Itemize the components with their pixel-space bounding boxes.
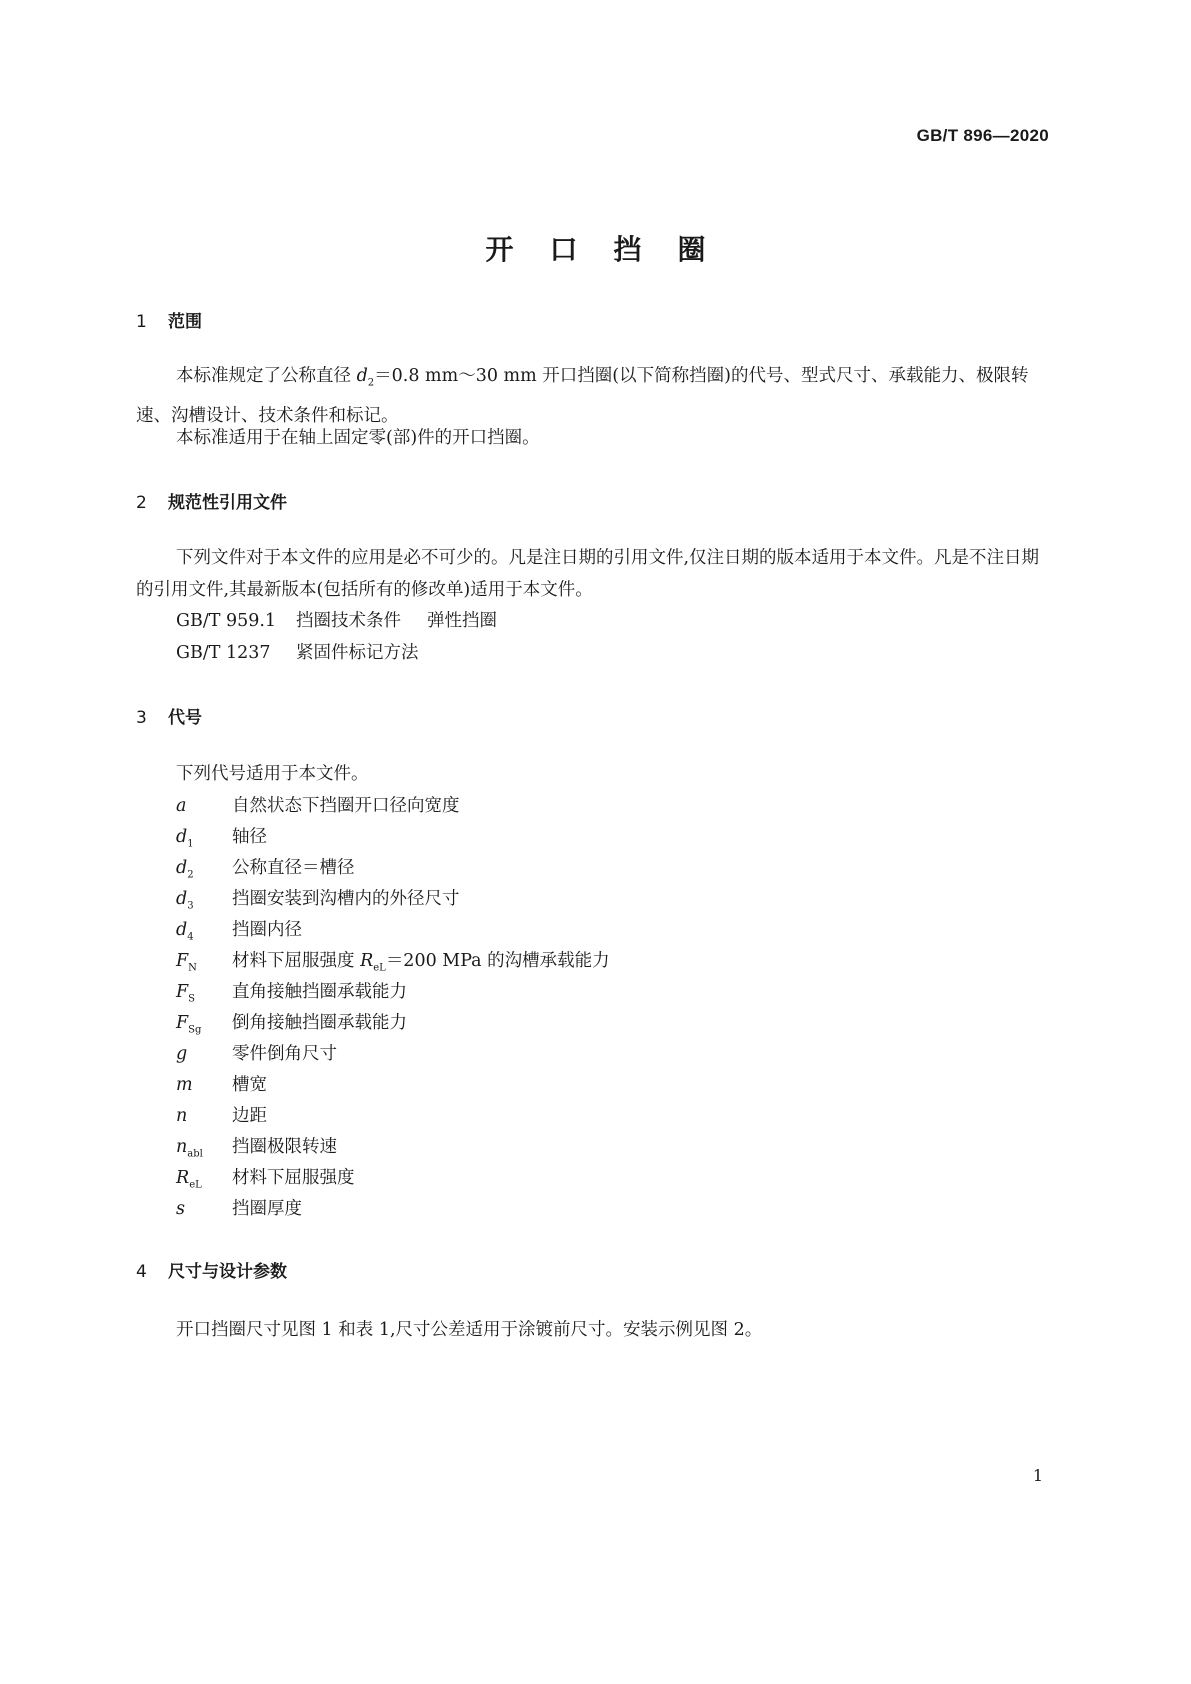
section-title: 范围 [168, 312, 202, 332]
symbol-row: $F_S$ 直角接触挡圈承载能力 [176, 982, 407, 1005]
symbol-row: $d_1$ 轴径 [176, 827, 267, 850]
symbol-row: m 槽宽 [176, 1075, 267, 1095]
section-2-heading: 2 规范性引用文件 [136, 493, 287, 513]
symbol-row: $d_2$ 公称直径＝槽径 [176, 858, 355, 881]
section-4-heading: 4 尺寸与设计参数 [136, 1262, 287, 1282]
section-3-heading: 3 代号 [136, 708, 202, 728]
symbol-row: $R_{eL}$ 材料下屈服强度 [176, 1168, 355, 1191]
symbols-intro: 下列代号适用于本文件。 [176, 764, 369, 784]
normative-intro: 下列文件对于本文件的应用是必不可少的。凡是注日期的引用文件,仅注日期的版本适用于本文件。凡是不注日期的引用文件,其最新版本(包括所有的修改单)适用于本文件。 [136, 548, 1040, 600]
symbol-row: $F_{Sg}$ 倒角接触挡圈承载能力 [176, 1013, 407, 1036]
standard-code: GB/T 896—2020 [916, 126, 1049, 145]
symbol-row: s 挡圈厚度 [176, 1199, 302, 1219]
document-title: 开口挡圈 [485, 233, 742, 266]
symbol-row: $n_{abl}$ 挡圈极限转速 [176, 1137, 337, 1160]
section-number: 1 [136, 312, 147, 332]
symbol-row: $d_3$ 挡圈安装到沟槽内的外径尺寸 [176, 889, 460, 912]
scope-paragraph-2: 本标准适用于在轴上固定零(部)件的开口挡圈。 [176, 428, 540, 448]
symbol-row: $d_4$ 挡圈内径 [176, 920, 302, 943]
symbol-row: g 零件倒角尺寸 [176, 1044, 337, 1064]
symbol-row: $F_N$ 材料下屈服强度 $R_{eL}=200$ MPa 的沟槽承载能力 [176, 951, 610, 974]
reference-row: GB/T 1237 紧固件标记方法 [176, 643, 419, 663]
reference-row: GB/T 959.1 挡圈技术条件 弹性挡圈 [176, 611, 497, 631]
scope-paragraph-1: 本标准规定了公称直径 $d_2=0.8$ mm～30 mm 开口挡圈(以下简称挡圈)的代号、型式尺寸、承载能力、极限转速、沟槽设计、技术条件和标记。 [136, 366, 1029, 426]
dimensions-paragraph: 开口挡圈尺寸见图 1 和表 1,尺寸公差适用于涂镀前尺寸。安装示例见图 2。 [176, 1320, 763, 1340]
page-number: 1 [1032, 1466, 1043, 1485]
symbol-row: n 边距 [176, 1106, 267, 1126]
section-1-heading [136, 307, 202, 332]
symbol-row: a 自然状态下挡圈开口径向宽度 [176, 796, 460, 816]
